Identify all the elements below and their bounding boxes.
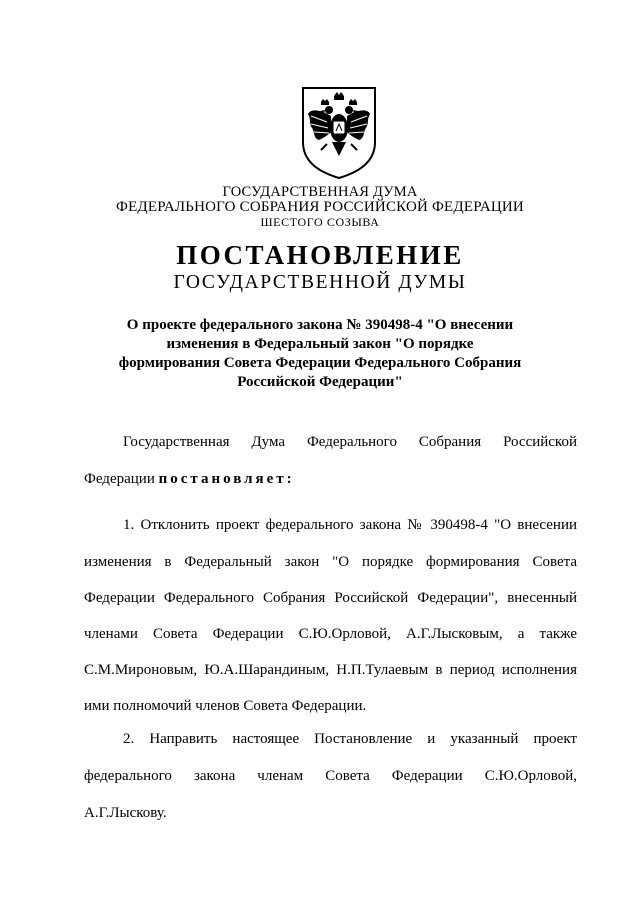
item1-line: Федерации Федерального Собрания Российской Федерации", внесенный <box>84 590 577 606</box>
item2-line: 2. Направить настоящее Постановление и указанный проект <box>123 731 577 747</box>
resolution-subject <box>80 316 560 392</box>
subject-line: изменения в Федеральный закон "О порядке <box>166 336 474 352</box>
item1-line: изменения в Федеральный закон "О порядке формирования Совета <box>84 554 577 570</box>
document-title: ПОСТАНОВЛЕНИЕ <box>176 240 464 270</box>
decree-word: постановляет: <box>158 471 295 487</box>
item2-line: А.Г.Лыскову. <box>84 805 167 821</box>
item1-line: ими полномочий членов Совета Федерации. <box>84 698 367 714</box>
header-convocation: ШЕСТОГО СОЗЫВА <box>260 215 380 229</box>
document-subtitle: ГОСУДАРСТВЕННОЙ ДУМЫ <box>173 272 467 293</box>
preamble-prefix: Федерации <box>84 471 159 487</box>
item2-line: федерального закона членам Совета Федерации С.Ю.Орловой, <box>84 768 577 784</box>
subject-line: О проекте федерального закона № 390498-4 "О внесении <box>126 317 514 333</box>
subject-line: Российской Федерации" <box>237 374 403 390</box>
preamble-line: Государственная Дума Федерального Собрания Российской <box>123 434 577 450</box>
coat-of-arms-icon <box>301 86 377 180</box>
header-duma: ГОСУДАРСТВЕННАЯ ДУМА <box>222 184 418 200</box>
item1-line: 1. Отклонить проект федерального закона № 390498-4 "О внесении <box>123 517 577 533</box>
subject-line: формирования Совета Федерации Федерального Собрания <box>118 355 522 371</box>
item1-line: членами Совета Федерации С.Ю.Орловой, А.Г.Лысковым, а также <box>84 626 577 642</box>
item1-line: С.М.Мироновым, Ю.А.Шарандиным, Н.П.Тулаевым в период исполнения <box>84 662 577 678</box>
header-federal-assembly: ФЕДЕРАЛЬНОГО СОБРАНИЯ РОССИЙСКОЙ ФЕДЕРАЦИИ <box>116 199 524 215</box>
preamble-line <box>84 470 295 488</box>
